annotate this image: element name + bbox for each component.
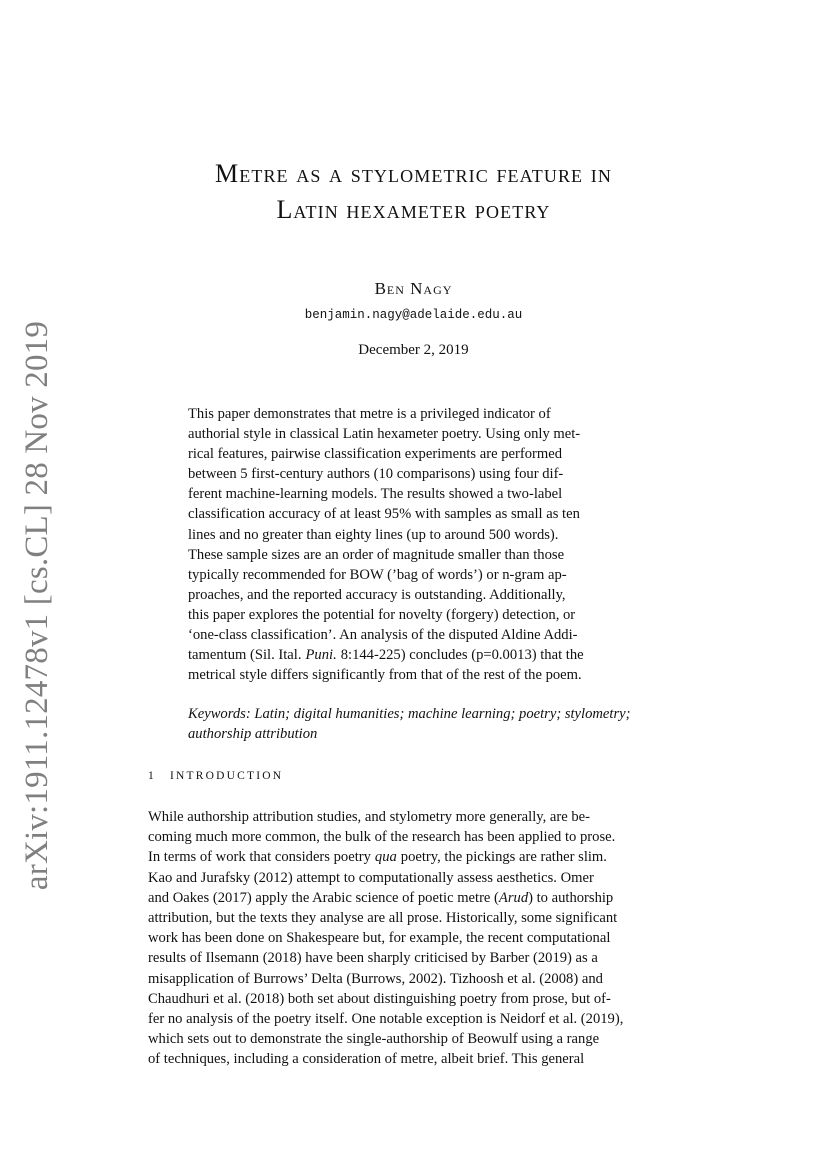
arxiv-identifier-stamp [8,320,68,890]
body-italic-qua: qua [374,849,397,866]
abstract-line: typically recommended for BOW (’bag of words’) or n-gram ap- [188,566,567,583]
abstract-line: rical features, pairwise classification experiments are performed [188,446,562,463]
keywords-line-2: authorship attribution [188,726,318,742]
abstract-line: ferent machine-learning models. The results showed a two-label [188,486,563,503]
paper-title-line-2: Latin hexameter poetry [276,195,551,224]
abstract-line: ‘one-class classification’. An analysis of the disputed Aldine Addi- [188,627,578,644]
abstract-line: This paper demonstrates that metre is a privileged indicator of [188,406,551,422]
abstract-line: between 5 first-century authors (10 comparisons) using four dif- [188,466,564,483]
arxiv-identifier-text: arXiv:1911.12478v1 [cs.CL] 28 Nov 2019 [19,320,56,890]
abstract-line: tamentum (Sil. Ital. Puni. 8:144-225) concludes (p=0.0013) that the [188,645,640,665]
author-name: Ben Nagy [374,279,453,298]
body-line: fer no analysis of the poetry itself. One notable exception is Neidorf et al. (2019), [148,1010,624,1027]
section-title: INTRODUCTION [169,770,284,782]
body-line: and Oakes (2017) apply the Arabic science of poetic metre ( Arud ) to authorship [148,888,680,908]
abstract-line: authorial style in classical Latin hexameter poetry. Using only met- [188,426,581,443]
abstract-line: lines and no greater than eighty lines (up to around 500 words). [188,526,559,543]
author-email: benjamin.nagy@adelaide.edu.au [304,308,523,322]
abstract-line: These sample sizes are an order of magnitude smaller than those [188,546,565,563]
paper-date: December 2, 2019 [358,342,469,358]
body-line: misapplication of Burrows’ Delta (Burrows, 2002). Tizhoosh et al. (2008) and [148,970,603,987]
abstract [188,404,640,685]
abstract-line: metrical style differs significantly from that of the rest of the poem. [188,667,582,684]
body-line: of techniques, including a consideration of metre, albeit brief. This general [148,1051,585,1068]
paper-title [0,156,827,228]
body-text [148,807,680,1069]
abstract-line: classification accuracy of at least 95% with samples as small as ten [188,506,580,523]
body-line: results of Ilsemann (2018) have been sharply criticised by Barber (2019) as a [148,950,598,967]
body-line: Chaudhuri et al. (2018) both set about distinguishing poetry from prose, but of- [148,990,611,1007]
body-italic-arud: Arud [498,889,529,906]
keywords [188,704,640,744]
abstract-line: proaches, and the reported accuracy is outstanding. Additionally, [188,586,566,603]
keywords-line-1: Keywords: Latin; digital humanities; machine learning; poetry; stylometry; [188,706,631,722]
body-line: Kao and Jurafsky (2012) attempt to computationally assess aesthetics. Omer [148,869,594,886]
body-line: attribution, but the texts they analyse are all prose. Historically, some significant [148,909,618,926]
paper-title-line-1: Metre as a stylometric feature in [215,159,612,188]
abstract-italic-work-title: Puni. [305,647,337,664]
body-line: In terms of work that considers poetry qua poetry, the pickings are rather slim. [148,847,680,867]
body-line: coming much more common, the bulk of the research has been applied to prose. [148,829,616,846]
body-line: which sets out to demonstrate the single-authorship of Beowulf using a range [148,1031,600,1048]
body-line: While authorship attribution studies, and stylometry more generally, are be- [148,809,591,825]
abstract-line: this paper explores the potential for novelty (forgery) detection, or [188,606,576,623]
section-number: 1 [148,770,156,782]
body-line: work has been done on Shakespeare but, for example, the recent computational [148,930,611,947]
section-heading-introduction [148,770,283,782]
